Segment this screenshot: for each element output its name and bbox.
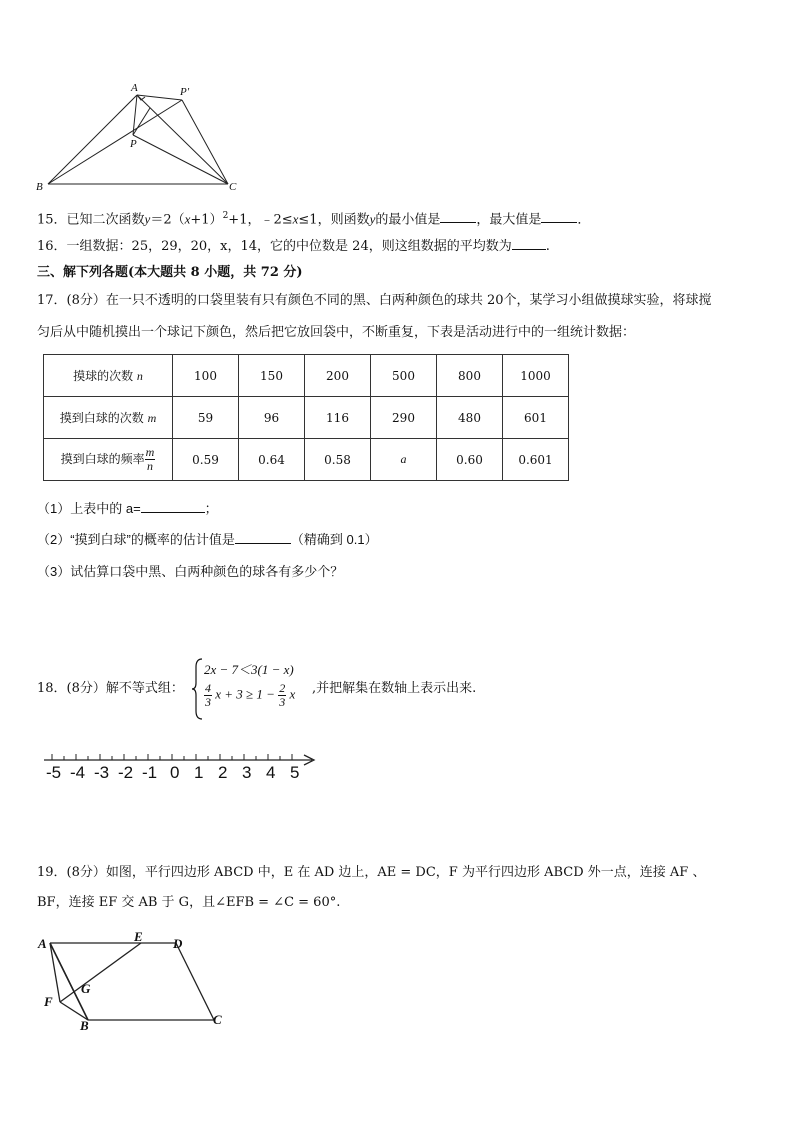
stats-table [43,354,569,481]
q17-line1: 17．(8分）在一只不透明的口袋里装有只有颜色不同的黑、白两种颜色的球共 20个，某学习小组做摸球实验，将球搅 [37,293,712,308]
table-cell: 100 [173,355,239,397]
q17-blank-prob[interactable] [235,531,291,544]
question-15 [37,207,590,229]
q17-sub1-text: （1）上表中的 a= [37,501,141,516]
row-label-white-count: 摸到白球的次数 m [44,397,173,439]
q15-mid: +1） [190,212,223,228]
tick-label: -4 [70,763,86,782]
q15-eq: ＝2（ [150,212,185,228]
label-e: E [134,932,143,944]
q15-exponent: 2 [222,211,229,221]
triangle-figure [30,78,250,196]
q15-var-y2: y [369,211,376,227]
table-cell: 601 [503,397,569,439]
label-a: A [38,936,47,951]
table-cell: 150 [239,355,305,397]
tick-label: 2 [218,763,228,782]
q19-line1: 19．(8分）如图，平行四边形 ABCD 中，E 在 AD 边上，AE = DC，F 为平行四边形 ABCD 外一点，连接 AF 、 [37,865,706,880]
q17-sub2-text: （2）“摸到白球”的概率的估计值是 [37,532,235,547]
q15-var-x2: x [292,211,299,227]
table-cell: 290 [371,397,437,439]
segment-p-prime-c [182,100,228,184]
label-d: D [173,936,183,951]
table-cell: 96 [239,397,305,439]
tick-label: 3 [242,763,252,782]
q19-line2: BF，连接 EF 交 AB 于 G，且∠EFB = ∠C = 60°. [37,895,341,910]
table-cell: a [371,439,437,481]
label-p-prime: P' [180,86,190,98]
segment-pc [133,135,228,184]
tick-label: 4 [266,763,276,782]
table-cell: 1000 [503,355,569,397]
q16-text: 16．一组数据：25，29，20，x，14，它的中位数是 24，则这组数据的平均数为 [37,239,512,254]
question-16 [37,237,550,256]
table-row [44,439,569,481]
table-cell: 200 [305,355,371,397]
q18-prefix: 18．(8分）解不等式组： [37,681,184,696]
parallelogram-figure [36,932,236,1032]
inequality-1: 2x − 7＜3(1 − x) [204,662,294,677]
row-label-trials: 摸球的次数 n [44,355,173,397]
q16-blank[interactable] [512,237,546,250]
q15-prefix: 15．已知二次函数 [37,212,145,228]
inequality-2: $\frac{4}{3}$ x + 3 ≥ 1 − $\frac{2}{3}$ x [205,681,296,709]
q17-blank-a[interactable] [141,500,205,513]
table-row [44,397,569,439]
section-3-heading: 三、解下列各题(本大题共 8 小题，共 72 分) [37,265,303,280]
q17-sub3: （3）试估算口袋中黑、白两种颜色的球各有多少个？ [37,564,344,579]
segment-ba [48,95,137,184]
q17-sub1 [37,500,218,518]
q16-end: . [545,239,550,254]
label-g: G [81,981,91,996]
q17-sub1-end: ； [204,501,218,516]
q18-suffix: ,并把解集在数轴上表示出来. [312,681,477,696]
table-cell: 480 [437,397,503,439]
q15-end: ． [577,212,591,228]
tick-label: -3 [94,763,110,782]
label-p: P [130,138,137,150]
system-brace [190,657,204,721]
q15-blank-max[interactable] [541,210,577,223]
table-cell: 500 [371,355,437,397]
row-label-frequency: 摸到白球的频率 $\frac{m}{n}$ [44,439,173,481]
table-cell: 0.59 [173,439,239,481]
tick-label: 5 [290,763,300,782]
tick-label: 0 [170,763,180,782]
table-cell: 0.58 [305,439,371,481]
q15-var-x: x [184,211,191,227]
segment-ac [137,95,228,184]
table-cell: 0.601 [503,439,569,481]
label-a: A [131,82,138,94]
q15-blank-min[interactable] [440,210,476,223]
table-cell: 0.60 [437,439,503,481]
table-cell: 116 [305,397,371,439]
label-f: F [44,994,53,1009]
label-b: B [80,1018,89,1032]
label-b: B [36,181,43,193]
table-cell: 59 [173,397,239,439]
q15-var-y: y [144,211,151,227]
q17-line2: 匀后从中随机摸出一个球记下颜色，然后把它放回袋中，不断重复，下表是活动进行中的一组统计数据： [37,325,636,340]
table-row [44,355,569,397]
q17-sub2 [37,531,378,549]
tick-label: -1 [142,763,158,782]
tick-label: -5 [46,763,62,782]
q15-tail2: ≤1，则函数 [298,212,370,228]
q17-sub2-end: （精确到 0.1） [290,532,378,547]
q15-sep: ，最大值是 [476,212,542,228]
tick-label: 1 [194,763,204,782]
q15-tail3: 的最小值是 [375,212,441,228]
segment-b-p-prime [48,100,182,184]
tick-label: -2 [118,763,134,782]
table-cell: 800 [437,355,503,397]
label-c: C [229,181,237,193]
q15-tail: +1，﹣2≤ [228,212,293,228]
label-c: C [213,1012,222,1027]
table-cell: 0.64 [239,439,305,481]
